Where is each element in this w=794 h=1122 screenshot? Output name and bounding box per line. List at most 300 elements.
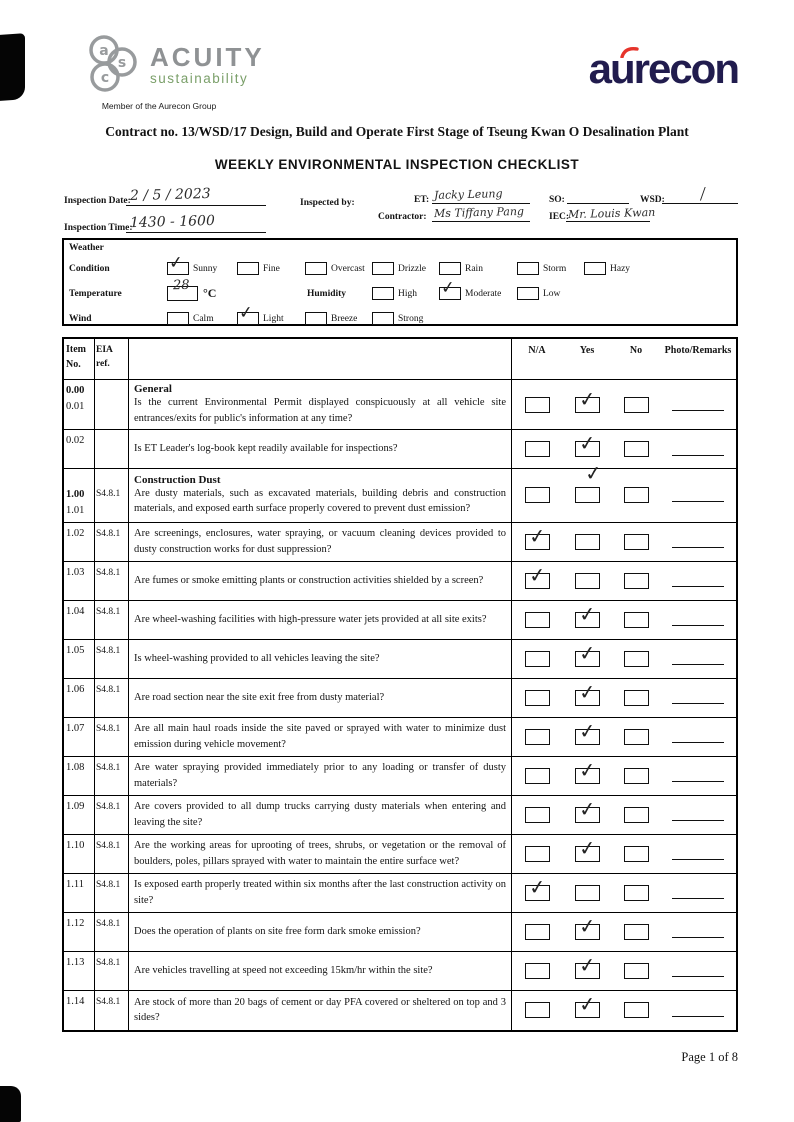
na-cell (512, 952, 562, 990)
no-checkbox[interactable] (624, 1002, 649, 1018)
na-cell (512, 757, 562, 795)
item-no-cell (64, 835, 95, 873)
yes-checkbox[interactable] (575, 678, 600, 706)
na-cell (512, 991, 562, 1030)
yes-checkbox[interactable] (575, 639, 600, 667)
photo-remarks-cell (660, 952, 736, 990)
yes-cell (562, 640, 612, 678)
item-no-cell (64, 562, 95, 600)
question-cell (129, 991, 512, 1030)
acuity-logo-subtitle: sustainability (150, 71, 249, 87)
form-title: WEEKLY ENVIRONMENTAL INSPECTION CHECKLIST (214, 157, 580, 172)
remarks-line[interactable] (672, 586, 724, 587)
na-checkbox[interactable] (525, 729, 550, 745)
weather-option-label: Hazy (610, 263, 631, 274)
no-cell (612, 874, 660, 912)
photo-remarks-cell (660, 679, 736, 717)
yes-checkbox[interactable] (575, 991, 600, 1018)
yes-checkbox[interactable] (575, 834, 600, 862)
remarks-line[interactable] (672, 410, 724, 411)
question-text: Are covers provided to all dump trucks carrying dusty materials when entering and leaving the site? (134, 801, 506, 828)
photo-remarks-cell (660, 523, 736, 561)
tick-mark: ✓ (577, 430, 597, 456)
item-no-bold: 1.00 (66, 489, 85, 501)
remarks-line[interactable] (672, 703, 724, 704)
question-text: Is ET Leader's log-book kept readily available for inspections? (134, 443, 398, 455)
yes-cell (562, 679, 612, 717)
question-text: Are road section near the site exit free from dusty material? (134, 691, 385, 703)
description-header (129, 339, 512, 379)
question-cell (129, 679, 512, 717)
item-no: 1.09 (66, 800, 85, 812)
na-checkbox[interactable] (525, 651, 550, 667)
question-text: Are screenings, enclosures, water spraying, or vacuum cleaning devices provided to dusty construction works for dust suppression? (134, 528, 506, 555)
na-checkbox[interactable] (525, 487, 550, 503)
weather-option-label: High (398, 288, 417, 299)
no-cell (612, 718, 660, 756)
item-no-cell (64, 380, 95, 429)
photo-remarks-cell (660, 835, 736, 873)
remarks-line[interactable] (672, 1016, 724, 1017)
weather-checkbox[interactable] (372, 262, 394, 275)
scan-artifact-bottom (0, 1086, 21, 1122)
yes-cell (562, 991, 612, 1030)
no-cell (612, 380, 660, 429)
remarks-line[interactable] (672, 625, 724, 626)
weather-checkbox[interactable] (237, 262, 259, 275)
question-text: Does the operation of plants on site free form dark smoke emission? (134, 925, 421, 937)
question-cell (129, 952, 512, 990)
weather-option-label: Overcast (331, 263, 365, 274)
question-text: Are all main haul roads inside the site paved or sprayed with water to minimize dust emission during vehicle movement? (134, 723, 506, 750)
question-text: Are wheel-washing facilities with high-pressure water jets provided at all site exits? (134, 613, 487, 625)
item-no: 1.12 (66, 917, 85, 929)
na-checkbox[interactable] (525, 1002, 550, 1018)
yes-checkbox[interactable] (575, 600, 600, 628)
no-cell (612, 430, 660, 468)
question-text: Are the working areas for uprooting of trees, shrubs, or vegetation or the removal of boulders, poles, pillars sprayed with water to maintain the entire surface wet? (134, 840, 506, 867)
no-checkbox[interactable] (624, 729, 649, 745)
na-checkbox[interactable] (525, 768, 550, 784)
na-checkbox[interactable] (525, 522, 550, 550)
na-cell (512, 874, 562, 912)
no-cell (612, 757, 660, 795)
weather-checkbox[interactable] (167, 312, 189, 325)
remarks-line[interactable] (672, 742, 724, 743)
eia-ref: S4.8.1 (96, 840, 121, 851)
na-cell (512, 796, 562, 834)
yes-cell (562, 718, 612, 756)
question-cell (129, 469, 512, 522)
item-no-cell (64, 718, 95, 756)
na-checkbox[interactable] (525, 846, 550, 862)
question-text: Are dusty materials, such as excavated materials, building debris and construction materials, and exposed earth surface properly covered to prevent dust emission? (134, 487, 506, 515)
checklist-row (64, 380, 736, 430)
na-checkbox[interactable] (525, 963, 550, 979)
checklist-row (64, 679, 736, 718)
na-cell (512, 640, 562, 678)
photo-remarks-cell (660, 796, 736, 834)
checklist-row (64, 757, 736, 796)
weather-checkbox[interactable] (237, 302, 259, 325)
weather-option-label: Strong (398, 313, 424, 324)
table-header-row (64, 339, 736, 380)
checklist-row (64, 430, 736, 469)
no-cell (612, 991, 660, 1030)
question-cell (129, 718, 512, 756)
eia-ref: S4.8.1 (96, 567, 121, 578)
yes-checkbox[interactable] (575, 460, 603, 503)
na-cell (512, 469, 562, 522)
item-no-cell (64, 991, 95, 1030)
acuity-letter-c: c (100, 70, 110, 86)
no-checkbox[interactable] (624, 924, 649, 940)
eia-ref-header: EIA ref. (95, 339, 129, 379)
photo-remarks-cell (660, 640, 736, 678)
yes-cell (562, 523, 612, 561)
question-text: Are water spraying provided immediately prior to any loading or transfer of dusty materials? (134, 762, 506, 789)
handwritten-inspection-date: 2 / 5 / 2023 (129, 185, 211, 205)
remarks-line[interactable] (672, 781, 724, 782)
na-checkbox[interactable] (525, 561, 550, 589)
item-no: 0.02 (66, 435, 85, 447)
question-text: Are stock of more than 20 bags of cement or day PFA covered or sheltered on top and 3 sides? (134, 996, 506, 1024)
question-cell (129, 380, 512, 429)
eia-ref: S4.8.1 (96, 606, 121, 617)
yes-checkbox[interactable] (575, 385, 600, 413)
eia-ref-cell (95, 380, 129, 429)
checklist-rows (64, 380, 736, 1030)
weather-option-label: Drizzle (398, 263, 426, 274)
no-cell (612, 640, 660, 678)
item-no-cell (64, 874, 95, 912)
weather-checkbox[interactable] (305, 262, 327, 275)
weather-option-label: Storm (543, 263, 567, 274)
photo-remarks-cell (660, 469, 736, 522)
checklist-row (64, 523, 736, 562)
item-no: 1.13 (66, 956, 85, 968)
checklist-row (64, 835, 736, 874)
yes-checkbox[interactable] (575, 951, 600, 979)
question-cell (129, 562, 512, 600)
no-cell (612, 796, 660, 834)
remarks-line[interactable] (672, 898, 724, 899)
acuity-logo-name: ACUITY (150, 41, 265, 72)
tick-mark: ✓ (167, 252, 185, 274)
na-cell (512, 523, 562, 561)
eia-ref-cell (95, 796, 129, 834)
item-no-cell (64, 913, 95, 951)
na-cell (512, 601, 562, 639)
eia-ref-cell (95, 640, 129, 678)
weather-option (167, 312, 214, 325)
aurecon-logo-name: aurecon (588, 45, 738, 92)
aurecon-logo (588, 45, 738, 92)
question-cell (129, 640, 512, 678)
weather-option (372, 287, 417, 300)
wsd-label: WSD: (640, 195, 665, 205)
yes-cell (562, 796, 612, 834)
item-no-cell (64, 469, 95, 522)
no-checkbox[interactable] (624, 807, 649, 823)
remarks-line[interactable] (672, 976, 724, 977)
yes-checkbox[interactable] (575, 573, 600, 589)
item-no-cell (64, 796, 95, 834)
yes-checkbox[interactable] (575, 795, 600, 823)
yes-checkbox[interactable] (575, 756, 600, 784)
item-no: 1.04 (66, 605, 85, 617)
acuity-circles-mark (84, 34, 142, 96)
checklist-row (64, 562, 736, 601)
eia-ref-cell (95, 952, 129, 990)
question-text: Are fumes or smoke emitting plants or construction activities shielded by a screen? (134, 574, 484, 586)
na-checkbox[interactable] (525, 807, 550, 823)
question-cell (129, 601, 512, 639)
et-label: ET: (414, 195, 430, 205)
no-checkbox[interactable] (624, 612, 649, 628)
eia-ref-cell (95, 913, 129, 951)
weather-option-label: Low (543, 288, 561, 299)
no-checkbox[interactable] (624, 651, 649, 667)
yes-header: Yes (579, 345, 595, 356)
item-no: 1.11 (66, 878, 84, 890)
question-cell (129, 835, 512, 873)
item-no-cell (64, 523, 95, 561)
no-checkbox[interactable] (624, 963, 649, 979)
no-checkbox[interactable] (624, 487, 649, 503)
acuity-member-line: Member of the Aurecon Group (101, 101, 217, 111)
weather-option (439, 262, 483, 275)
weather-option (584, 262, 630, 275)
yes-checkbox[interactable] (575, 430, 600, 457)
yes-cell (562, 601, 612, 639)
handwritten-et-name: Jacky Leung (433, 187, 503, 202)
weather-checkbox[interactable] (372, 312, 394, 325)
no-header: No (629, 345, 643, 356)
item-no: 1.03 (66, 566, 85, 578)
tick-mark: ✓ (577, 834, 597, 861)
na-checkbox[interactable] (525, 690, 550, 706)
na-checkbox[interactable] (525, 441, 550, 457)
item-no-cell (64, 952, 95, 990)
weather-option-label: Rain (465, 263, 483, 274)
no-checkbox[interactable] (624, 846, 649, 862)
no-checkbox[interactable] (624, 534, 649, 550)
tick-mark: ✓ (577, 951, 597, 978)
no-cell (612, 523, 660, 561)
handwritten-inspection-time: 1430 - 1600 (129, 212, 216, 232)
remarks-line[interactable] (672, 501, 724, 502)
remarks-line[interactable] (672, 859, 724, 860)
weather-checkbox[interactable] (305, 312, 327, 325)
remarks-line[interactable] (672, 547, 724, 548)
yes-cell (562, 952, 612, 990)
tick-mark: ✓ (577, 756, 597, 783)
item-no: 1.07 (66, 722, 85, 734)
yes-checkbox[interactable] (575, 534, 600, 550)
eia-ref-cell (95, 874, 129, 912)
remarks-line[interactable] (672, 455, 724, 456)
handwritten-iec-name: Mr. Louis Kwan (567, 205, 656, 222)
yes-cell (562, 757, 612, 795)
yes-cell (562, 913, 612, 951)
so-line[interactable] (567, 203, 629, 204)
yes-checkbox[interactable] (575, 912, 600, 940)
contractor-line[interactable] (432, 221, 530, 222)
photo-remarks-cell (660, 913, 736, 951)
weather-checkbox[interactable] (517, 262, 539, 275)
item-no: 0.01 (66, 400, 85, 412)
weather-checkbox[interactable] (439, 277, 461, 300)
question-text: Is wheel-washing provided to all vehicles leaving the site? (134, 652, 380, 664)
no-cell (612, 835, 660, 873)
tick-mark: ✓ (527, 522, 547, 549)
no-cell (612, 469, 660, 522)
no-checkbox[interactable] (624, 397, 649, 413)
photo-remarks-cell (660, 380, 736, 429)
remarks-line[interactable] (672, 937, 724, 938)
na-checkbox[interactable] (525, 873, 550, 901)
yes-cell (562, 460, 612, 522)
tick-mark: ✓ (237, 302, 255, 324)
item-no: 1.06 (66, 683, 85, 695)
eia-ref-cell (95, 835, 129, 873)
inspection-time-line[interactable] (126, 232, 266, 233)
photo-remarks-cell (660, 430, 736, 468)
na-checkbox[interactable] (525, 924, 550, 940)
tick-mark: ✓ (577, 795, 597, 822)
question-cell (129, 430, 512, 468)
no-checkbox[interactable] (624, 573, 649, 589)
weather-option (517, 287, 560, 300)
tick-mark: ✓ (439, 277, 457, 299)
wsd-line[interactable] (662, 203, 738, 204)
weather-option-label: Calm (193, 313, 214, 324)
checklist-row (64, 640, 736, 679)
acuity-letter-a: a (99, 43, 109, 59)
eia-ref-cell (95, 757, 129, 795)
weather-option-label: Moderate (465, 288, 502, 299)
question-text: Are vehicles travelling at speed not exceeding 15km/hr within the site? (134, 964, 433, 976)
checklist-row (64, 601, 736, 640)
item-no: 1.10 (66, 839, 85, 851)
weather-option-label: Breeze (331, 313, 358, 324)
item-no: 1.14 (66, 995, 85, 1007)
tick-mark: ✓ (583, 460, 603, 487)
remarks-line[interactable] (672, 820, 724, 821)
eia-ref-cell (95, 469, 129, 522)
section-heading: Construction Dust (134, 473, 221, 486)
tick-mark: ✓ (577, 385, 597, 412)
no-cell (612, 679, 660, 717)
yes-checkbox[interactable] (575, 885, 600, 901)
na-header: N/A (528, 345, 546, 356)
weather-checkbox[interactable] (517, 287, 539, 300)
question-cell (129, 796, 512, 834)
remarks-line[interactable] (672, 664, 724, 665)
no-cell (612, 952, 660, 990)
photo-remarks-cell (660, 562, 736, 600)
no-cell (612, 562, 660, 600)
tick-mark: ✓ (577, 912, 597, 939)
weather-option-label: Fine (263, 263, 280, 274)
no-checkbox[interactable] (624, 441, 649, 457)
question-cell (129, 523, 512, 561)
photo-remarks-cell (660, 874, 736, 912)
yes-cell (562, 380, 612, 429)
eia-ref: S4.8.1 (96, 645, 121, 656)
handwritten-temperature: 28 (172, 277, 190, 294)
checklist-row (64, 913, 736, 952)
weather-checkbox[interactable] (372, 287, 394, 300)
no-checkbox[interactable] (624, 768, 649, 784)
weather-option (517, 262, 566, 275)
item-no: 1.08 (66, 761, 85, 773)
weather-checkbox[interactable] (584, 262, 606, 275)
photo-remarks-cell (660, 757, 736, 795)
eia-ref-cell (95, 718, 129, 756)
weather-section (62, 238, 738, 326)
weather-checkbox[interactable] (439, 262, 461, 275)
question-cell (129, 913, 512, 951)
checklist-row (64, 460, 736, 523)
eia-ref-cell (95, 562, 129, 600)
eia-ref: S4.8.1 (96, 762, 121, 773)
tick-mark: ✓ (577, 717, 597, 744)
eia-ref: S4.8.1 (96, 996, 121, 1007)
no-checkbox[interactable] (624, 885, 649, 901)
photo-remarks-cell (660, 991, 736, 1030)
na-checkbox[interactable] (525, 397, 550, 413)
weather-option (305, 312, 357, 325)
inspection-details (62, 183, 740, 236)
iec-line[interactable] (566, 221, 650, 222)
na-checkbox[interactable] (525, 612, 550, 628)
section-heading: General (134, 383, 172, 395)
item-no-cell (64, 601, 95, 639)
weather-option-label: Light (263, 313, 284, 324)
eia-ref: S4.8.1 (96, 723, 121, 734)
inspection-date-line[interactable] (126, 205, 266, 206)
item-no: 1.05 (66, 644, 85, 656)
yes-cell (562, 562, 612, 600)
acuity-logo (84, 34, 284, 111)
eia-ref-cell (95, 430, 129, 468)
na-cell (512, 679, 562, 717)
item-no-cell (64, 757, 95, 795)
weather-option (237, 302, 284, 325)
no-checkbox[interactable] (624, 690, 649, 706)
weather-option (372, 312, 423, 325)
yes-cell (562, 874, 612, 912)
na-cell (512, 430, 562, 468)
tick-mark: ✓ (577, 600, 597, 627)
checklist-table (62, 337, 738, 1032)
so-label: SO: (549, 195, 565, 205)
inspection-date-label: Inspection Date: (64, 196, 131, 206)
scan-artifact-top (0, 33, 25, 101)
contract-title: Contract no. 13/WSD/17 Design, Build and Operate First Stage of Tseung Kwan O Desalination Plant (105, 124, 689, 139)
tick-mark: ✓ (527, 873, 547, 900)
temperature-unit: °C (203, 286, 217, 300)
item-no: 1.01 (66, 504, 85, 516)
et-line[interactable] (432, 203, 530, 204)
weather-checkbox[interactable] (167, 252, 189, 275)
yes-checkbox[interactable] (575, 717, 600, 745)
item-no-cell (64, 640, 95, 678)
handwritten-contractor-name: Ms Tiffany Pang (433, 204, 525, 221)
eia-ref-cell (95, 601, 129, 639)
